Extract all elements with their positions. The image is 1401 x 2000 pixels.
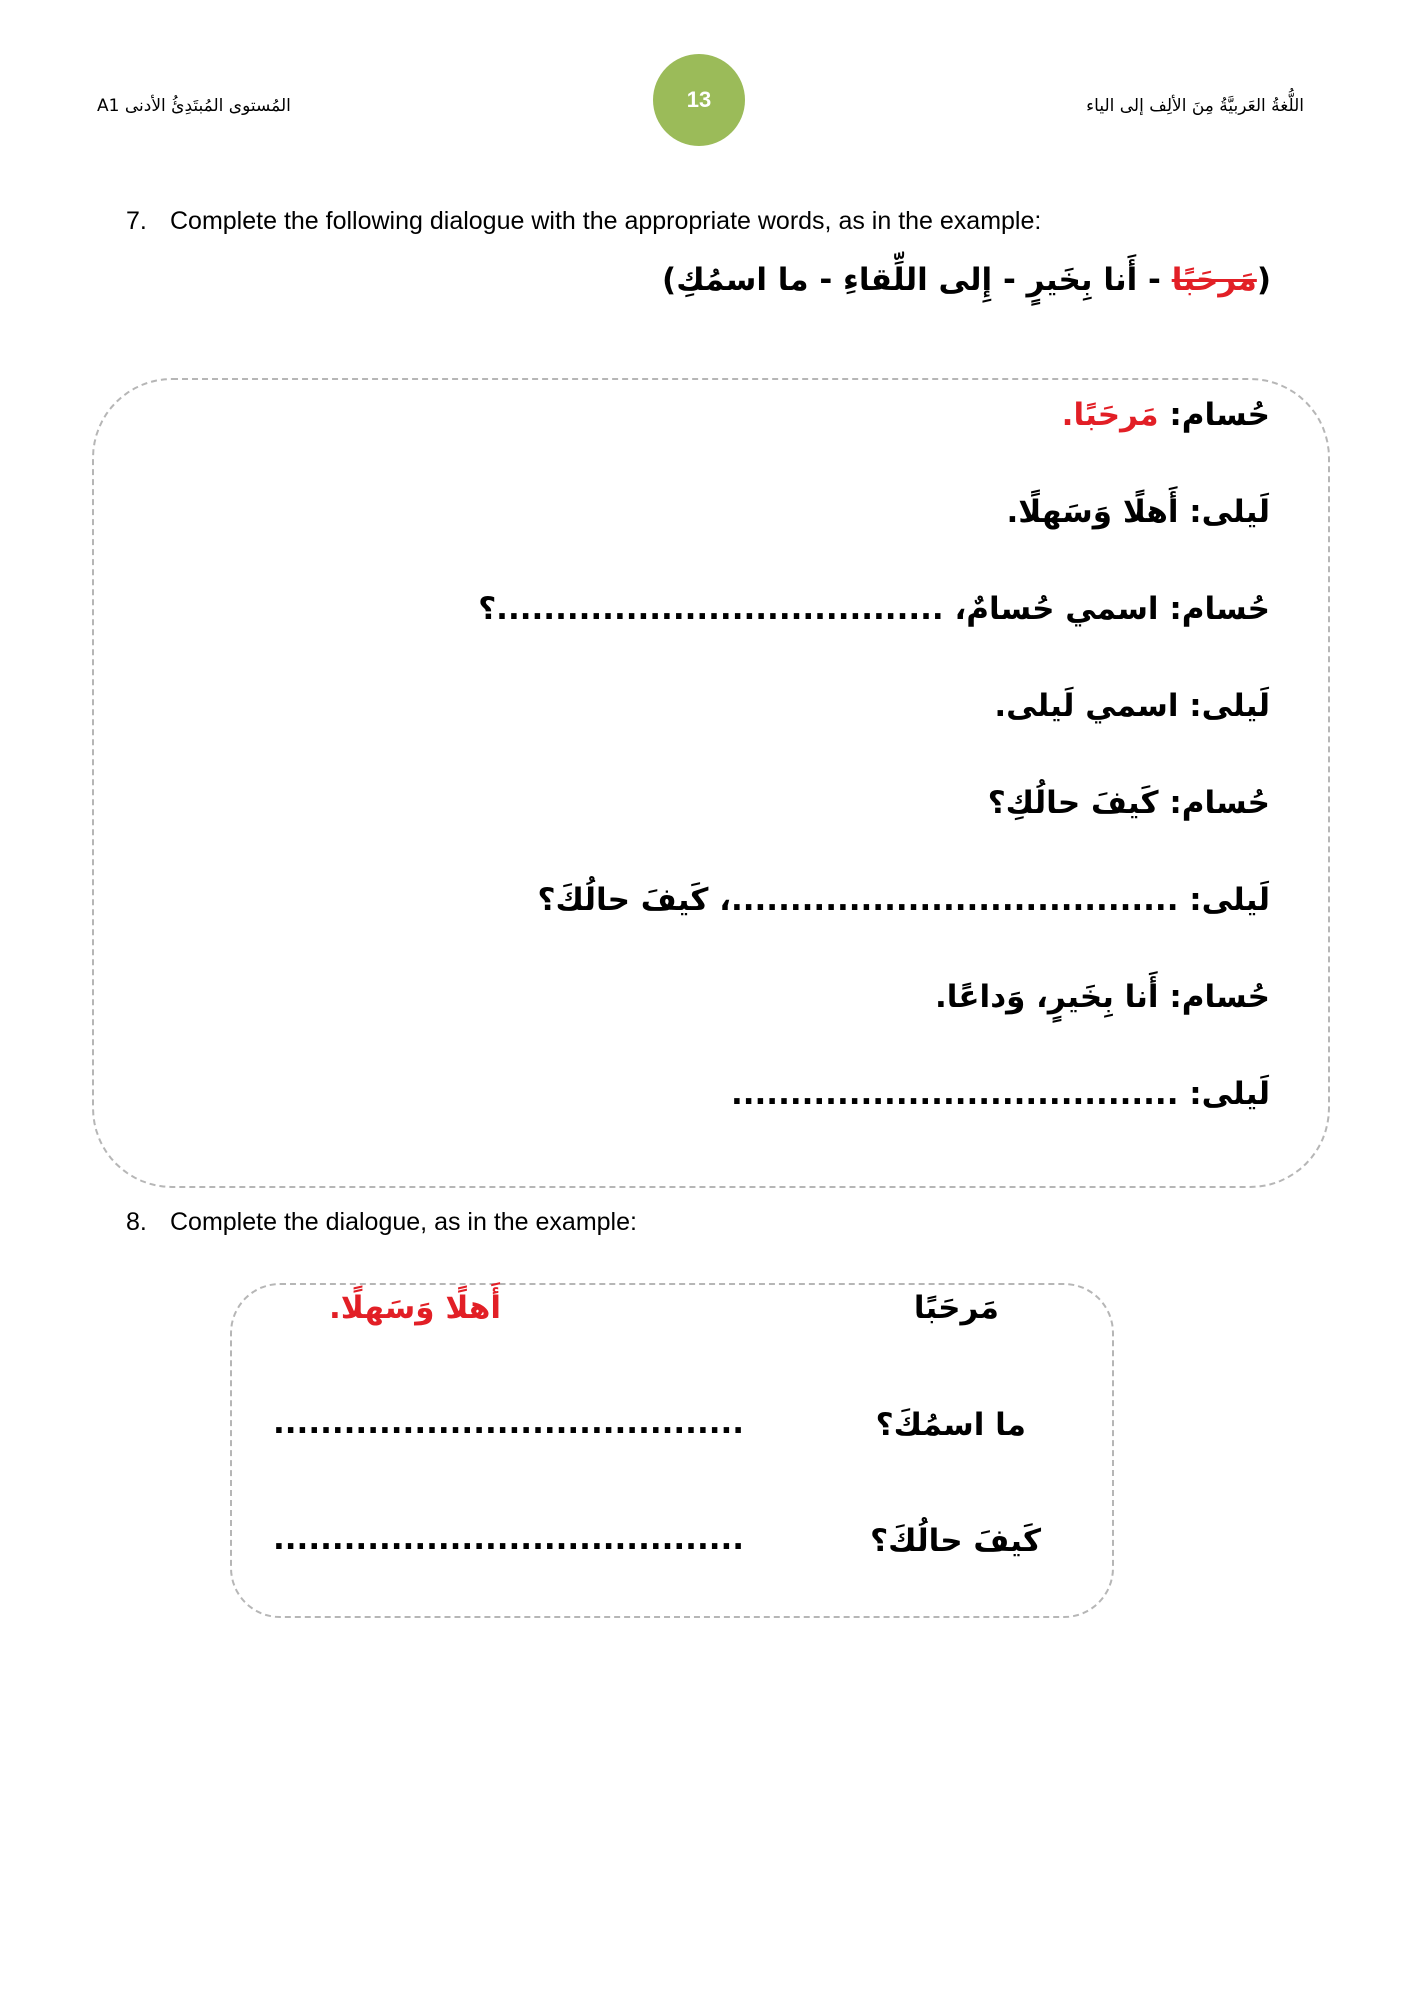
speaker: حُسام:	[1158, 591, 1270, 627]
instruction-text: Complete the following dialogue with the appropriate words, as in the example:	[170, 207, 1042, 235]
line-text: أَهلًا وَسَهلًا.	[1006, 494, 1179, 530]
example-answer-period: .	[1061, 397, 1074, 433]
page-number-badge: 13	[653, 54, 745, 146]
exercise-number: 8.	[126, 1208, 147, 1236]
dialogue-line	[994, 688, 1270, 724]
dialogue-line	[538, 882, 1270, 918]
speaker: حُسام:	[1158, 785, 1270, 821]
line-text-with-blank[interactable]: ......................................، كَيفَ حالُكَ؟	[537, 882, 1179, 918]
exercise-number: 7.	[126, 207, 147, 235]
word-bank	[662, 262, 1271, 298]
prompt: ما اسمُكَ؟	[875, 1407, 1026, 1443]
answer-blank[interactable]: ......................................	[730, 1076, 1179, 1112]
speaker: لَيلى:	[1178, 494, 1270, 530]
prompt: مَرحَبًا	[913, 1290, 999, 1326]
word-bank-used-word: مَرحَبًا	[1171, 262, 1257, 298]
line-text: كَيفَ حالُكِ؟	[987, 785, 1159, 821]
word-bank-open-paren: (	[1256, 262, 1271, 298]
exercise-8-instruction	[126, 1208, 637, 1237]
dialogue-line	[1062, 397, 1270, 433]
dialogue-line	[1007, 494, 1271, 530]
response-blank[interactable]: ........................................	[273, 1405, 745, 1441]
speaker: لَيلى:	[1178, 688, 1270, 724]
instruction-text: Complete the dialogue, as in the example:	[170, 1208, 637, 1236]
prompt: كَيفَ حالُكَ؟	[870, 1523, 1041, 1559]
line-text-with-blank[interactable]: اسمي حُسامٌ، ......................................؟	[478, 591, 1159, 627]
dialogue-line	[988, 785, 1270, 821]
example-answer: مَرحَبًا	[1073, 397, 1159, 433]
speaker: لَيلى:	[1178, 882, 1270, 918]
dialogue-line	[935, 979, 1270, 1015]
response-blank[interactable]: ........................................	[273, 1521, 745, 1557]
line-text: أَنا بِخَيرٍ، وَداعًا.	[934, 979, 1159, 1015]
exercise-8-box	[230, 1283, 1114, 1618]
dialogue-line	[478, 591, 1270, 627]
dialogue-line	[731, 1076, 1270, 1112]
level-label: المُستوى المُبتَدِئُ الأدنى A1	[97, 96, 291, 116]
speaker: لَيلى:	[1178, 1076, 1270, 1112]
speaker: حُسام:	[1158, 397, 1270, 433]
exercise-7-instruction	[126, 207, 1041, 236]
line-text: اسمي لَيلى.	[994, 688, 1179, 724]
word-bank-words: - أَنا بِخَيرٍ - إِلى اللِّقاءِ - ما اسمُكِ	[676, 262, 1172, 298]
speaker: حُسام:	[1158, 979, 1270, 1015]
example-response: أَهلًا وَسَهلًا.	[329, 1290, 501, 1326]
word-bank-close-paren: )	[662, 262, 677, 298]
book-title: اللُّغةُ العَربيَّةُ مِنَ الألِف إلى الياء	[1086, 96, 1304, 116]
